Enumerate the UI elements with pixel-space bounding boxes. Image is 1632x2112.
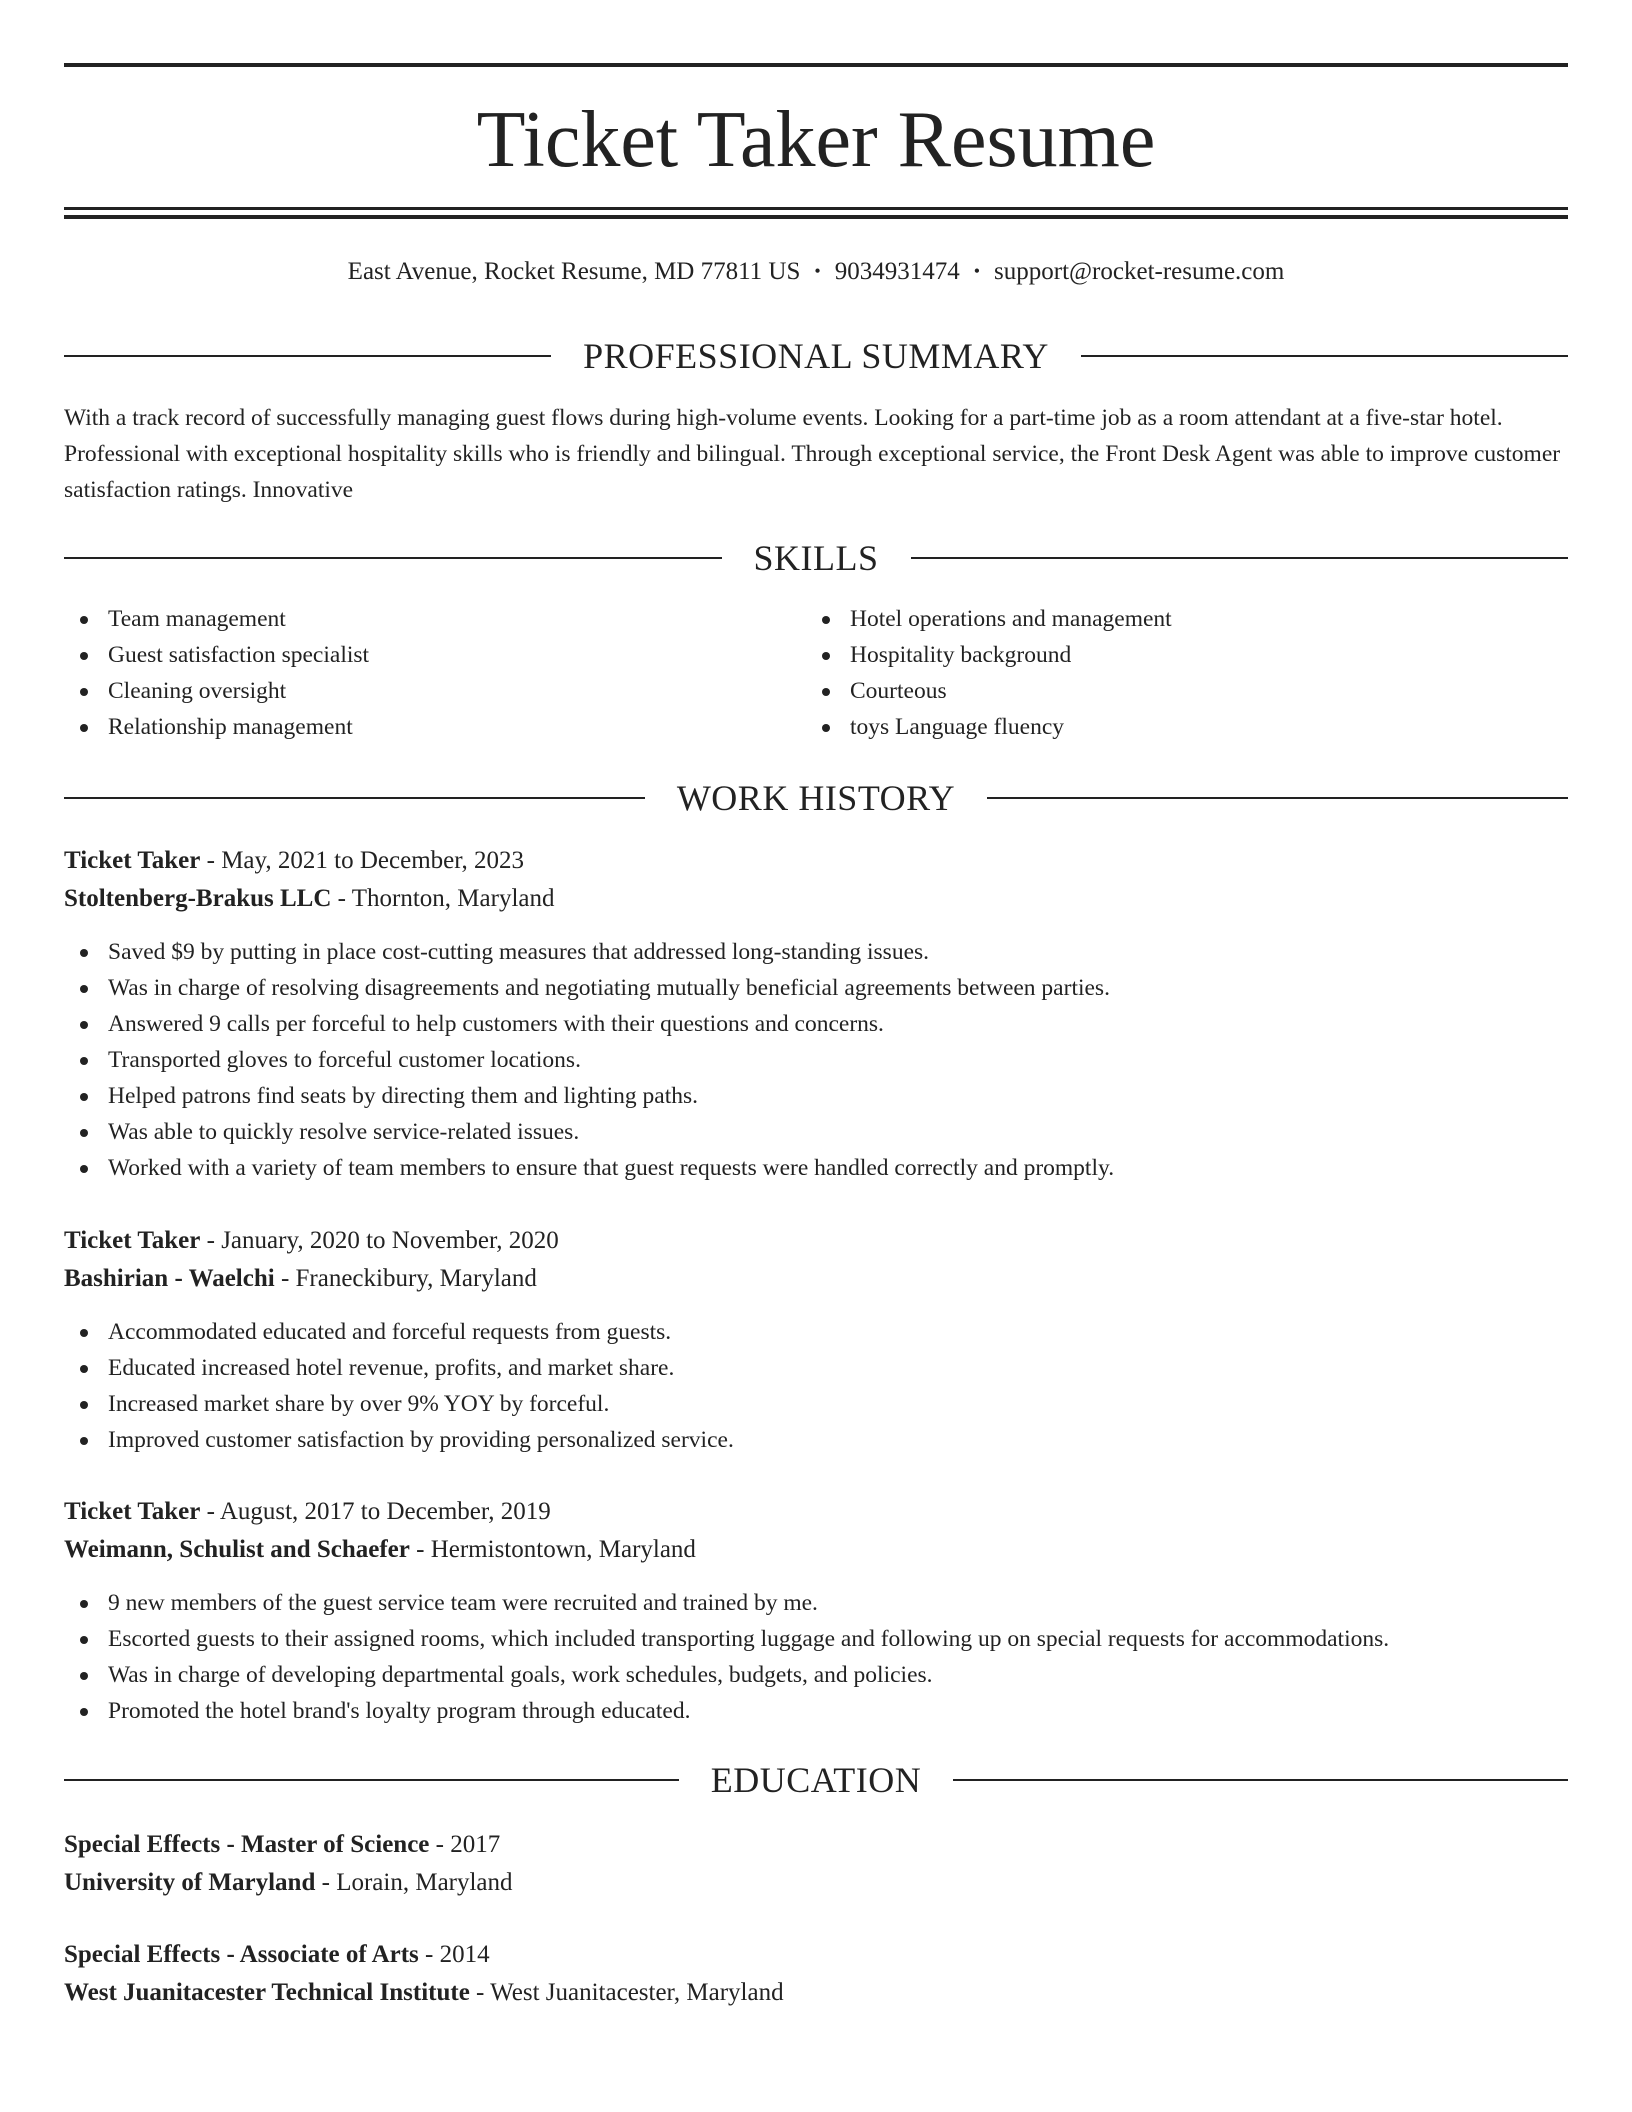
education-school-line bbox=[64, 1974, 1568, 2012]
job-bullets bbox=[64, 1585, 1568, 1729]
job-company-line bbox=[64, 1531, 1568, 1569]
job-title: Ticket Taker bbox=[64, 1227, 201, 1254]
section-heading-education bbox=[64, 1756, 1568, 1804]
skill-item: Guest satisfaction specialist bbox=[64, 637, 764, 673]
job-bullet: Accommodated educated and forceful requests from guests. bbox=[64, 1314, 1568, 1350]
job-company-line bbox=[64, 1260, 1568, 1298]
education-entry bbox=[64, 1826, 1568, 1902]
job-bullet: Was in charge of resolving disagreements and negotiating mutually beneficial agreements between parties. bbox=[64, 970, 1568, 1006]
section-heading-summary bbox=[64, 332, 1568, 380]
header-double-rule-lower bbox=[64, 215, 1568, 219]
job-bullet: Promoted the hotel brand's loyalty program through educated. bbox=[64, 1693, 1568, 1729]
skill-item: Courteous bbox=[806, 673, 1506, 709]
job-bullet: Was able to quickly resolve service-related issues. bbox=[64, 1114, 1568, 1150]
contact-email: support@rocket-resume.com bbox=[994, 258, 1285, 285]
job-bullet: Worked with a variety of team members to ensure that guest requests were handled correctly and promptly. bbox=[64, 1150, 1568, 1186]
education-year: - 2017 bbox=[429, 1831, 501, 1858]
education-degree-line bbox=[64, 1936, 1568, 1974]
job-company: Weimann, Schulist and Schaefer bbox=[64, 1536, 410, 1563]
section-heading-work-history bbox=[64, 774, 1568, 822]
contact-separator: • bbox=[973, 261, 981, 281]
contact-address: East Avenue, Rocket Resume, MD 77811 US bbox=[347, 258, 801, 285]
job-company-line bbox=[64, 880, 1568, 918]
skills-column-right bbox=[806, 601, 1506, 745]
section-heading-skills bbox=[64, 534, 1568, 582]
skills-list-right bbox=[806, 601, 1506, 745]
job-bullets bbox=[64, 1314, 1568, 1458]
job-entry bbox=[64, 1222, 1568, 1458]
summary-text: With a track record of successfully managing guest flows during high-volume events. Looking for a part-time job as a room attendant at a five-star hotel. Professional with exceptional hospitality skills who is friendly and bilingual. Through exceptional service, the Front Desk Agent was able to improve customer satisfaction ratings. Innovative bbox=[64, 405, 1561, 503]
job-bullet: Was in charge of developing departmental goals, work schedules, budgets, and policies. bbox=[64, 1657, 1568, 1693]
job-title-line bbox=[64, 1493, 1568, 1531]
job-title: Ticket Taker bbox=[64, 847, 201, 874]
skills-column-left bbox=[64, 601, 764, 745]
section-title-summary: PROFESSIONAL SUMMARY bbox=[583, 336, 1049, 376]
job-company: Stoltenberg-Brakus LLC bbox=[64, 885, 332, 912]
skill-item: toys Language fluency bbox=[806, 709, 1506, 745]
job-bullet: Educated increased hotel revenue, profits, and market share. bbox=[64, 1350, 1568, 1386]
job-dates: - August, 2017 to December, 2019 bbox=[200, 1498, 551, 1525]
job-bullet: Improved customer satisfaction by providing personalized service. bbox=[64, 1422, 1568, 1458]
job-title-line bbox=[64, 842, 1568, 880]
heading-rule bbox=[64, 355, 551, 357]
job-entry bbox=[64, 1493, 1568, 1729]
heading-rule bbox=[953, 1779, 1568, 1781]
contact-phone: 9034931474 bbox=[834, 258, 960, 285]
education-degree: Special Effects - Master of Science bbox=[64, 1831, 430, 1858]
skill-item: Relationship management bbox=[64, 709, 764, 745]
job-bullet: Increased market share by over 9% YOY by forceful. bbox=[64, 1386, 1568, 1422]
job-bullet: 9 new members of the guest service team were recruited and trained by me. bbox=[64, 1585, 1568, 1621]
education-degree-line bbox=[64, 1826, 1568, 1864]
education-location: - West Juanitacester, Maryland bbox=[469, 1979, 784, 2006]
section-title-work-history: WORK HISTORY bbox=[676, 778, 956, 818]
job-bullet: Saved $9 by putting in place cost-cutting measures that addressed long-standing issues. bbox=[64, 934, 1568, 970]
contact-separator: • bbox=[814, 261, 821, 281]
heading-rule bbox=[987, 797, 1568, 799]
job-bullet: Answered 9 calls per forceful to help customers with their questions and concerns. bbox=[64, 1006, 1568, 1042]
job-bullet: Helped patrons find seats by directing them and lighting paths. bbox=[64, 1078, 1568, 1114]
job-location: - Franeckibury, Maryland bbox=[274, 1265, 537, 1292]
job-bullet: Escorted guests to their assigned rooms, which included transporting luggage and following up on special requests for accommodations. bbox=[64, 1621, 1568, 1657]
heading-rule bbox=[1081, 355, 1568, 357]
header-top-rule bbox=[64, 63, 1568, 67]
heading-rule bbox=[911, 557, 1569, 559]
skills-list-left bbox=[64, 601, 764, 745]
job-location: - Hermistontown, Maryland bbox=[409, 1536, 696, 1563]
education-school-line bbox=[64, 1864, 1568, 1902]
education-year: - 2014 bbox=[418, 1941, 490, 1968]
job-title-line bbox=[64, 1222, 1568, 1260]
contact-line bbox=[64, 254, 1568, 289]
job-title: Ticket Taker bbox=[64, 1498, 201, 1525]
header-double-rule-upper bbox=[64, 207, 1568, 210]
education-school: University of Maryland bbox=[64, 1869, 316, 1896]
job-dates: - January, 2020 to November, 2020 bbox=[200, 1227, 559, 1254]
heading-rule bbox=[64, 797, 645, 799]
job-entry bbox=[64, 842, 1568, 1186]
job-bullet: Transported gloves to forceful customer locations. bbox=[64, 1042, 1568, 1078]
section-title-education: EDUCATION bbox=[710, 1760, 922, 1800]
job-company: Bashirian - Waelchi bbox=[64, 1265, 275, 1292]
skill-item: Team management bbox=[64, 601, 764, 637]
job-dates: - May, 2021 to December, 2023 bbox=[200, 847, 525, 874]
job-bullets bbox=[64, 934, 1568, 1186]
job-location: - Thornton, Maryland bbox=[331, 885, 555, 912]
section-title-skills: SKILLS bbox=[753, 538, 879, 578]
education-location: - Lorain, Maryland bbox=[315, 1869, 513, 1896]
skill-item: Hospitality background bbox=[806, 637, 1506, 673]
education-degree: Special Effects - Associate of Arts bbox=[64, 1941, 419, 1968]
heading-rule bbox=[64, 557, 722, 559]
resume-title: Ticket Taker Resume bbox=[476, 96, 1156, 184]
education-entry bbox=[64, 1936, 1568, 2012]
skill-item: Hotel operations and management bbox=[806, 601, 1506, 637]
education-school: West Juanitacester Technical Institute bbox=[64, 1979, 470, 2006]
skill-item: Cleaning oversight bbox=[64, 673, 764, 709]
heading-rule bbox=[64, 1779, 679, 1781]
